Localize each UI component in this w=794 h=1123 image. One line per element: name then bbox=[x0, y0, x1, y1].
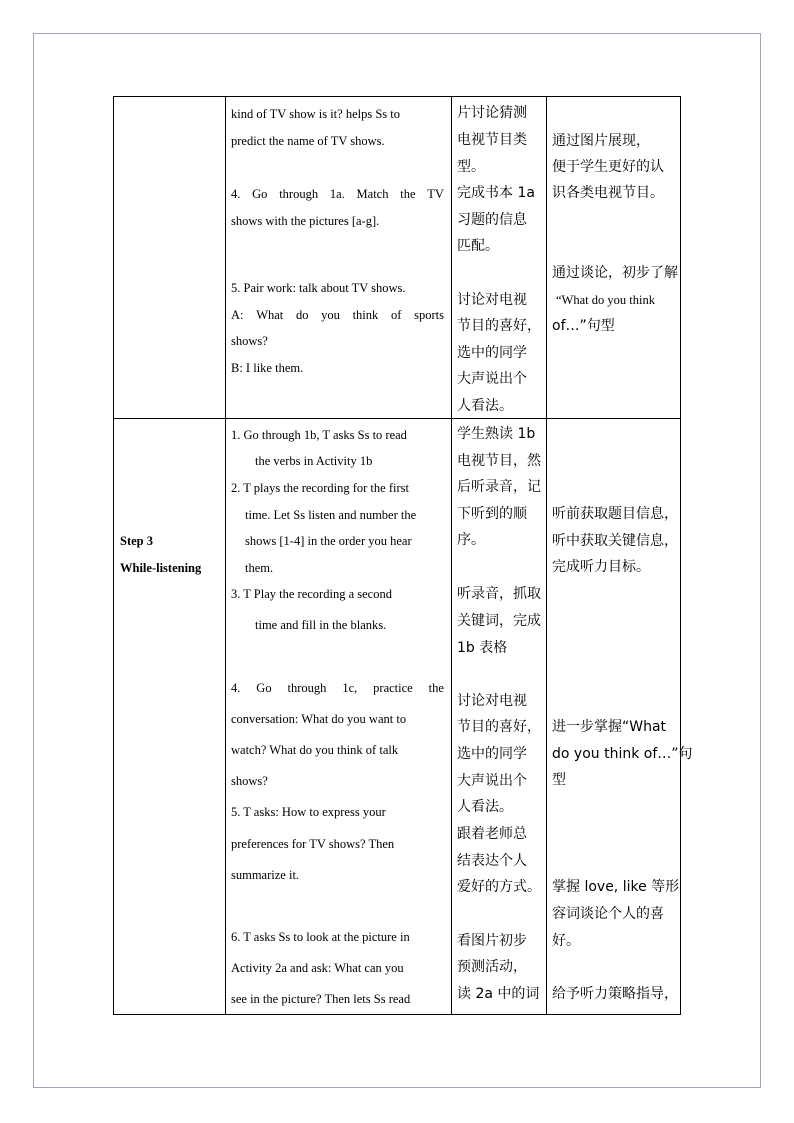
student-line: 人看法。 bbox=[457, 398, 513, 414]
student-line: 电视节目，然 bbox=[457, 453, 541, 469]
purpose-line: 听中获取关键信息， bbox=[552, 533, 678, 549]
word: 1a. bbox=[329, 187, 345, 201]
word: What bbox=[256, 308, 284, 322]
activity-line: 3. T Play the recording a second bbox=[231, 587, 392, 601]
student-line: 讨论对电视 bbox=[457, 292, 527, 308]
word: Match bbox=[356, 187, 389, 201]
activity-line: preferences for TV shows? Then bbox=[231, 837, 395, 851]
purpose-line: 通过谈论，初步了解 bbox=[552, 265, 678, 281]
activity-line: Activity 2a and ask: What can you bbox=[231, 961, 404, 975]
lesson-plan-table bbox=[113, 96, 693, 1015]
word: sports bbox=[414, 308, 444, 322]
activity-line: time and fill in the blanks. bbox=[255, 618, 387, 632]
step-label: Step 3 bbox=[120, 534, 153, 548]
student-line: 型。 bbox=[457, 159, 485, 175]
word: you bbox=[321, 308, 340, 322]
word: through bbox=[287, 681, 327, 695]
student-line: 看图片初步 bbox=[457, 933, 527, 949]
student-line: 结表达个人 bbox=[457, 853, 527, 869]
column-divider bbox=[451, 97, 452, 1014]
purpose-line: of…”句型 bbox=[552, 318, 615, 334]
purpose-line: 给予听力策略指导， bbox=[552, 986, 678, 1002]
activity-line: the verbs in Activity 1b bbox=[255, 454, 373, 468]
student-line: 匹配。 bbox=[457, 238, 499, 254]
student-line: 大声说出个 bbox=[457, 773, 527, 789]
student-line: 习题的信息 bbox=[457, 212, 527, 228]
student-line: 跟着老师总 bbox=[457, 826, 527, 842]
student-line: 讨论对电视 bbox=[457, 693, 527, 709]
row-divider bbox=[114, 418, 680, 419]
purpose-line: 便于学生更好的认 bbox=[552, 159, 664, 175]
activity-line: 2. T plays the recording for the first bbox=[231, 481, 409, 495]
step-label: While-listening bbox=[120, 561, 202, 575]
activity-line: shows with the pictures [a-g]. bbox=[231, 214, 380, 228]
activity-line bbox=[231, 186, 444, 202]
activity-line bbox=[231, 307, 444, 323]
purpose-line: “What do you think bbox=[556, 293, 655, 307]
activity-line: watch? What do you think of talk bbox=[231, 743, 399, 757]
word: TV bbox=[427, 187, 444, 201]
activity-line bbox=[231, 680, 444, 696]
student-line: 读 2a 中的词 bbox=[457, 986, 540, 1002]
student-line: 序。 bbox=[457, 532, 485, 548]
purpose-line: 容词谈论个人的喜 bbox=[552, 906, 664, 922]
purpose-line: 通过图片展现， bbox=[552, 133, 650, 149]
activity-line: shows? bbox=[231, 334, 268, 348]
purpose-line: 完成听力目标。 bbox=[552, 559, 650, 575]
activity-line: 1. Go through 1b, T asks Ss to read bbox=[231, 428, 407, 442]
activity-line: predict the name of TV shows. bbox=[231, 134, 385, 148]
student-line: 选中的同学 bbox=[457, 746, 527, 762]
activity-line: conversation: What do you want to bbox=[231, 712, 407, 726]
student-line: 大声说出个 bbox=[457, 371, 527, 387]
word: the bbox=[428, 681, 444, 695]
activity-line: them. bbox=[245, 561, 274, 575]
activity-line: B: I like them. bbox=[231, 361, 304, 375]
purpose-line: 好。 bbox=[552, 933, 580, 949]
word: 4. bbox=[231, 681, 241, 695]
word: do bbox=[295, 308, 309, 322]
activity-line: summarize it. bbox=[231, 868, 300, 882]
student-line: 爱好的方式。 bbox=[457, 879, 541, 895]
student-line: 预测活动， bbox=[457, 959, 527, 975]
activity-line: kind of TV show is it? helps Ss to bbox=[231, 107, 400, 121]
column-divider bbox=[546, 97, 547, 1014]
activity-line: time. Let Ss listen and number the bbox=[245, 508, 417, 522]
purpose-line: 识各类电视节目。 bbox=[552, 185, 664, 201]
student-line: 学生熟读 1b bbox=[457, 426, 536, 442]
student-line: 下听到的顺 bbox=[457, 506, 527, 522]
word: through bbox=[279, 187, 319, 201]
activity-line: shows? bbox=[231, 774, 268, 788]
word: Go bbox=[256, 681, 272, 695]
activity-line: see in the picture? Then lets Ss read bbox=[231, 992, 411, 1006]
purpose-line: 掌握 love, like 等形 bbox=[552, 879, 680, 895]
purpose-line: 听前获取题目信息， bbox=[552, 506, 678, 522]
student-line: 选中的同学 bbox=[457, 345, 527, 361]
student-line: 节目的喜好， bbox=[457, 719, 541, 735]
activity-line: 5. T asks: How to express your bbox=[231, 805, 386, 819]
student-line: 听录音，抓取 bbox=[457, 586, 541, 602]
student-line: 人看法。 bbox=[457, 799, 513, 815]
student-line: 1b 表格 bbox=[457, 640, 508, 656]
purpose-line: do you think of…”句 bbox=[552, 746, 693, 762]
word: practice bbox=[373, 681, 413, 695]
word: the bbox=[400, 187, 416, 201]
purpose-line: 型 bbox=[552, 772, 566, 788]
word: think bbox=[352, 308, 379, 322]
word: Go bbox=[252, 187, 268, 201]
word: A: bbox=[231, 308, 244, 322]
student-line: 关键词，完成 bbox=[457, 613, 541, 629]
purpose-line: 进一步掌握“What bbox=[552, 719, 667, 735]
student-line: 完成书本 1a bbox=[457, 185, 535, 201]
activity-line: shows [1-4] in the order you hear bbox=[245, 534, 412, 548]
column-divider bbox=[225, 97, 226, 1014]
activity-line: 5. Pair work: talk about TV shows. bbox=[231, 281, 406, 295]
word: 1c, bbox=[342, 681, 358, 695]
activity-line: 6. T asks Ss to look at the picture in bbox=[231, 930, 410, 944]
word: of bbox=[390, 308, 402, 322]
student-line: 后听录音，记 bbox=[457, 479, 541, 495]
student-line: 电视节目类 bbox=[457, 132, 527, 148]
student-line: 节目的喜好， bbox=[457, 318, 541, 334]
word: 4. bbox=[231, 187, 241, 201]
student-line: 片讨论猜测 bbox=[457, 105, 527, 121]
